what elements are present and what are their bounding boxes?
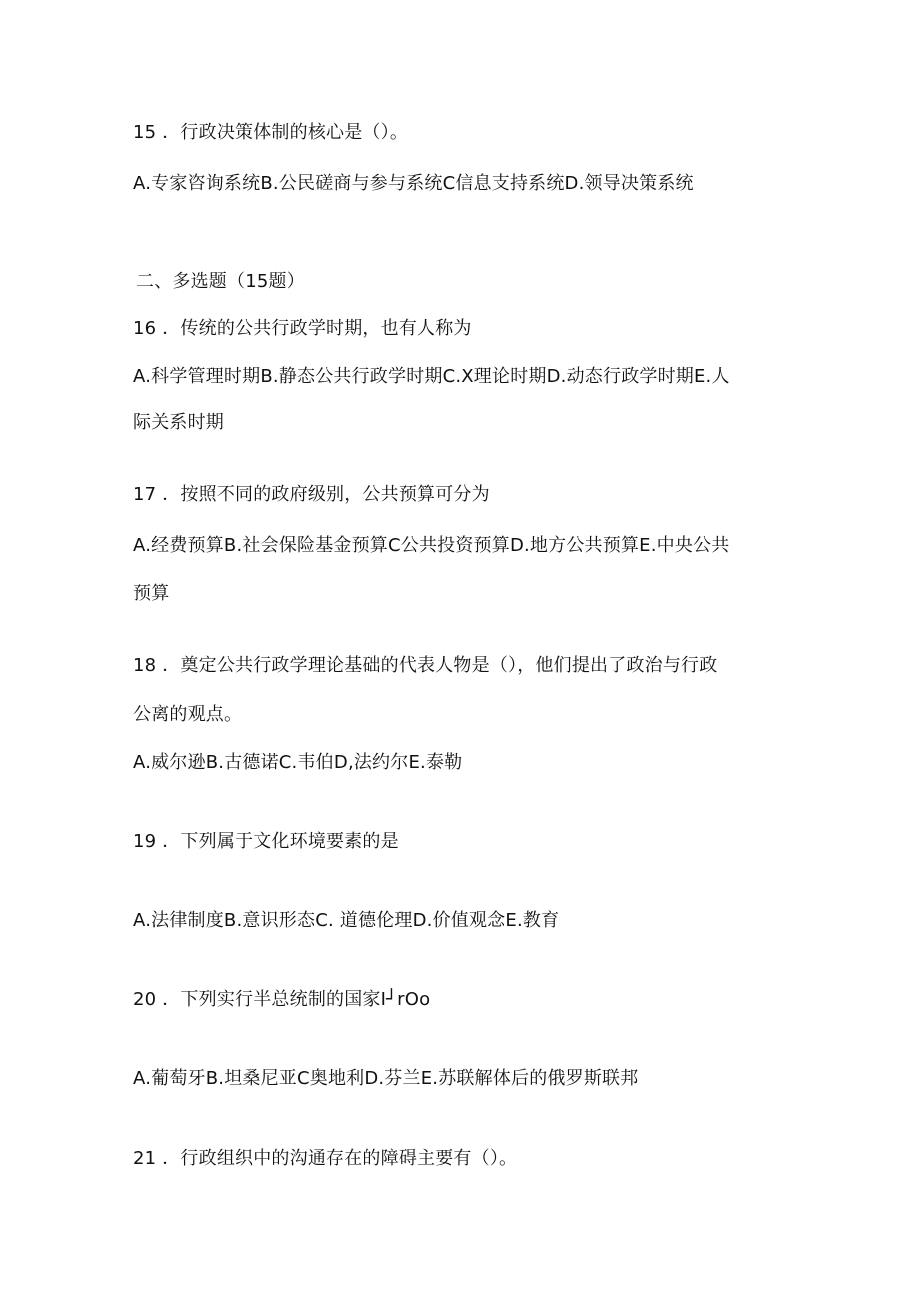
question-18-options: A.威尔逊B.古德诺C.韦伯D,法约尔E.泰勒 [133,752,463,773]
question-18-cont: 公离的观点。 [133,704,243,725]
question-17-options-cont: 预算 [133,583,170,604]
question-17: 17 ．按照不同的政府级别，公共预算可分为 [133,484,490,505]
question-20-options: A.葡萄牙B.坦桑尼亚C奥地利D.芬兰E.苏联解体后的俄罗斯联邦 [133,1068,639,1089]
question-19: 19 ．下列属于文化环境要素的是 [133,831,399,852]
question-16: 16 ．传统的公共行政学时期，也有人称为 [133,318,472,339]
question-16-options-cont: 际关系时期 [133,412,224,433]
question-17-options: A.经费预算B.社会保险基金预算C公共投资预算D.地方公共预算E.中央公共 [133,535,730,556]
section-heading-multiple-choice: 二、多选题（15题） [136,271,305,292]
question-16-options: A.科学管理时期B.静态公共行政学时期C.X理论时期D.动态行政学时期E.人 [133,366,730,387]
question-15: 15 ．行政决策体制的核心是（）。 [133,122,409,143]
question-18: 18 ．奠定公共行政学理论基础的代表人物是（），他们提出了政治与行政 [133,655,718,676]
question-21: 21 ．行政组织中的沟通存在的障碍主要有（）。 [133,1148,518,1169]
question-19-options: A.法律制度B.意识形态C. 道德伦理D.价值观念E.教育 [133,910,560,931]
question-15-options: A.专家咨询系统B.公民磋商与参与系统C信息支持系统D.领导决策系统 [133,173,694,194]
question-20: 20 ．下列实行半总统制的国家I┘rOo [133,989,431,1010]
